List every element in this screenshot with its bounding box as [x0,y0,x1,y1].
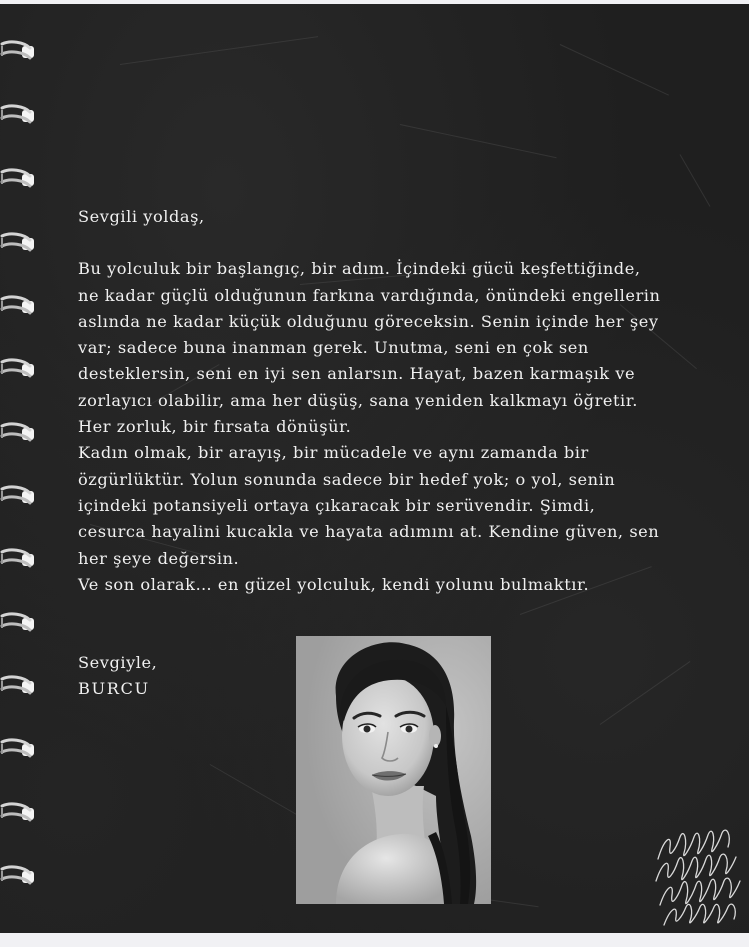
portrait-photo [296,636,491,904]
letter-line: cesurca hayalini kucakla ve hayata adımını at. Kendine güven, sen [78,522,660,542]
letter-line: Ve son olarak… en güzel yolculuk, kendi yolunu bulmaktır. [78,574,590,594]
letter-line: özgürlüktür. Yolun sonunda sadece bir hedef yok; o yol, senin [78,469,616,489]
spiral-ring-icon [2,360,34,376]
paper-fiber [680,154,711,206]
portrait-illustration [296,636,491,904]
letter-line: ne kadar güçlü olduğunun farkına vardığında, önündeki engellerin [78,285,661,305]
spiral-ring-icon [2,42,34,58]
scribble-doodle-icon [650,819,745,929]
letter-line: aslında ne kadar küçük olduğunu göreceksin. Senin içinde her şey [78,311,659,331]
spiral-ring-icon [2,424,34,440]
letter-line: Bu yolculuk bir başlangıç, bir adım. İçindeki gücü keşfettiğinde, [78,259,641,279]
spiral-ring-icon [2,677,34,693]
letter-body [78,204,698,598]
letter-line: her şeye değersin. [78,548,240,568]
notebook-page [0,4,749,933]
letter-line: Her zorluk, bir fırsata dönüşür. [78,417,352,437]
letter-closing: Sevgiyle, [78,653,158,672]
spiral-ring-icon [2,106,34,122]
spiral-ring-icon [2,234,34,250]
paper-fiber [560,44,669,96]
paper-fiber [600,661,691,725]
spiral-ring-icon [2,170,34,186]
letter-signoff [78,650,157,703]
spiral-ring-icon [2,867,34,883]
spiral-ring-icon [2,297,34,313]
paper-fiber [120,36,318,65]
spiral-ring-icon [2,550,34,566]
letter-line: Kadın olmak, bir arayış, bir mücadele ve aynı zamanda bir [78,443,589,463]
letter-line: var; sadece buna inanman gerek. Unutma, seni en çok sen [78,338,589,358]
spiral-ring-icon [2,614,34,630]
letter-signature: BURCU [78,679,150,699]
spiral-ring-icon [2,487,34,503]
letter-line: zorlayıcı olabilir, ama her düşüş, sana yeniden kalkmayı öğretir. [78,390,638,410]
letter-greeting: Sevgili yoldaş, [78,207,205,226]
paper-fiber [400,124,557,158]
spiral-ring-icon [2,804,34,820]
spiral-ring-icon [2,740,34,756]
letter-line: içindeki potansiyeli ortaya çıkaracak bir serüvendir. Şimdi, [78,495,596,515]
spiral-binding-icon [0,4,44,933]
letter-line: desteklersin, seni en iyi sen anlarsın. Hayat, bazen karmaşık ve [78,364,636,384]
